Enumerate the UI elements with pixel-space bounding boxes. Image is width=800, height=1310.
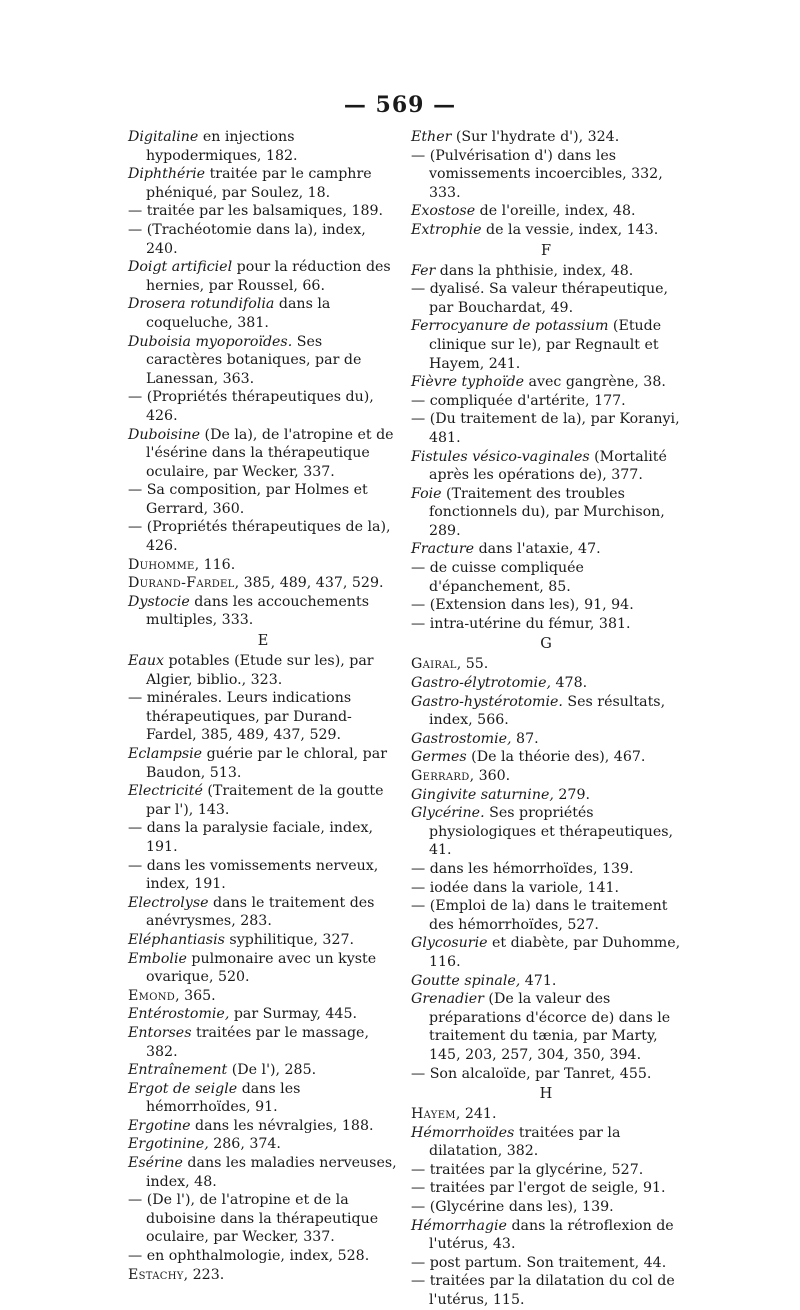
index-entry — [411, 934, 681, 971]
index-entry — [128, 481, 398, 518]
entry-text: dans la phthisie, index, 48. — [435, 262, 634, 279]
index-entry — [411, 262, 681, 281]
index-entry — [128, 1117, 398, 1136]
index-entry — [128, 518, 398, 555]
entry-text: dans l'ataxie, 47. — [474, 541, 601, 558]
entry-text: — (Pulvérisation d') dans les vomissements incoercibles, 332, 333. — [411, 147, 663, 201]
entry-term: Fièvre typhoïde — [411, 374, 524, 391]
index-entry — [128, 931, 398, 950]
entry-text: guérie par le chloral, par Baudon, 513. — [146, 746, 387, 781]
index-entry — [411, 202, 681, 221]
entry-term: Eaux — [128, 653, 164, 670]
index-entry — [411, 540, 681, 559]
entry-term: Entérostomie, — [128, 1006, 230, 1023]
entry-text: — de cuisse compliquée d'épanchement, 85. — [411, 560, 584, 595]
entry-text: — (Propriétés thérapeutiques du), 426. — [128, 389, 374, 424]
entry-term: Grenadier — [411, 991, 484, 1008]
index-entry — [411, 748, 681, 767]
entry-text: pour la réduction des hernies, par Roussel, 66. — [146, 259, 391, 294]
index-entry — [411, 1254, 681, 1273]
entry-text: dans le traitement des anévrysmes, 283. — [146, 894, 375, 930]
entry-term: Ergot de seigle — [128, 1080, 238, 1097]
entry-text: 279. — [553, 786, 590, 803]
entry-text: — (Extension dans les), 91, 94. — [411, 597, 634, 614]
entry-text: — dans les vomissements nerveux, index, 191. — [128, 857, 379, 893]
entry-text: — compliquée d'artérite, 177. — [411, 392, 626, 409]
entry-term: Gairal — [411, 656, 457, 673]
entry-term: Eléphantiasis — [128, 931, 225, 948]
section-letter: F — [540, 242, 552, 259]
entry-text: syphilitique, 327. — [224, 931, 355, 948]
entry-term: Gastro-hystérotomie. — [411, 693, 563, 710]
entry-text: potables (Etude sur les), par Algier, biblio., 323. — [146, 653, 374, 688]
entry-text: — en ophthalmologie, index, 528. — [128, 1248, 370, 1265]
index-entry — [128, 819, 398, 856]
entry-term: Ergotinine, — [128, 1136, 209, 1153]
entry-term: Eclampsie — [128, 746, 203, 762]
index-entry — [128, 652, 398, 689]
entry-text: dans les hémorrhoïdes, 91. — [146, 1080, 301, 1116]
index-entry — [128, 221, 398, 258]
entry-term: Glycosurie — [411, 935, 488, 952]
entry-term: Durand-Fardel — [128, 575, 235, 592]
index-entry — [128, 202, 398, 221]
entry-term: Duboisia myoporoïdes. — [128, 333, 293, 350]
entry-text: 87. — [511, 730, 539, 747]
index-entry — [128, 333, 398, 389]
entry-term: Fer — [411, 262, 436, 279]
entry-text: (Mortalité après les opérations de), 377. — [429, 448, 667, 484]
entry-term: Germes — [411, 749, 467, 766]
entry-term: Exostose — [411, 203, 476, 220]
entry-term: Ether — [411, 129, 452, 145]
entry-text: dans les névralgies, 188. — [190, 1117, 374, 1134]
section-letter: G — [540, 636, 552, 653]
entry-text: (Etude clinique sur le), par Regnault et Hayem, 241. — [429, 318, 662, 372]
entry-text: (Traitement de la goutte par l'), 143. — [146, 783, 384, 818]
index-entry — [411, 221, 681, 240]
index-entry — [128, 782, 398, 819]
entry-term: Gingivite saturnine, — [411, 786, 554, 803]
index-entry — [411, 410, 681, 447]
entry-term: Electrolyse — [128, 894, 209, 911]
entry-term: Duhomme — [128, 556, 195, 573]
entry-text: traitées par le massage, 382. — [146, 1024, 369, 1060]
index-entry — [411, 990, 681, 1064]
entry-text: — traitée par les balsamiques, 189. — [128, 203, 384, 220]
entry-text: — dans les hémorrhoïdes, 139. — [411, 860, 634, 877]
index-entry — [128, 556, 398, 575]
index-entry — [411, 767, 681, 786]
entry-text: avec gangrène, 38. — [523, 374, 666, 391]
entry-term: Hémorrhoïdes — [411, 1124, 515, 1141]
index-entry — [128, 950, 398, 987]
entry-term: Gastrostomie, — [411, 730, 512, 747]
entry-term: Gerrard — [411, 768, 470, 784]
entry-text: en injections hypodermiques, 182. — [146, 129, 298, 164]
index-entry — [411, 596, 681, 615]
entry-text: — dyalisé. Sa valeur thérapeutique, par Bouchardat, 49. — [411, 281, 669, 316]
entry-text: dans la coqueluche, 381. — [146, 296, 331, 331]
entry-text: traitée par le camphre phéniqué, par Soulez, 18. — [146, 166, 372, 201]
entry-term: Extrophie — [411, 221, 482, 238]
index-entry — [128, 574, 398, 593]
index-entry — [411, 1065, 681, 1084]
entry-text: (De la théorie des), 467. — [466, 749, 646, 766]
entry-text: de l'oreille, index, 48. — [475, 203, 636, 220]
entry-text: par Surmay, 445. — [229, 1006, 357, 1023]
index-entry — [128, 689, 398, 745]
entry-term: Electricité — [128, 783, 203, 800]
entry-term: Diphthérie — [128, 166, 206, 183]
index-entry — [128, 857, 398, 894]
entry-text: — (Propriétés thérapeutiques de la), 426. — [128, 519, 391, 555]
index-entry — [128, 1135, 398, 1154]
entry-term: Digitaline — [128, 129, 199, 145]
entry-text: 286, 374. — [208, 1136, 281, 1153]
index-entry — [411, 1161, 681, 1180]
index-entry — [411, 693, 681, 730]
entry-text: pulmonaire avec un kyste ovarique, 520. — [146, 950, 377, 986]
left-column — [128, 128, 398, 1284]
entry-term: Esérine — [128, 1155, 183, 1172]
entry-text: — post partum. Son traitement, 44. — [411, 1254, 667, 1271]
entry-text: (De la), de l'atropine et de l'ésérine dans la thérapeutique oculaire, par Wecker, 337. — [146, 426, 394, 480]
entry-text: , 360. — [469, 768, 511, 784]
entry-term: Fistules vésico-vaginales — [411, 448, 590, 465]
entry-term: Goutte spinale, — [411, 972, 521, 989]
index-entry — [411, 1105, 681, 1124]
index-entry — [411, 972, 681, 991]
entry-text: — Sa composition, par Holmes et Gerrard, 360. — [128, 482, 368, 517]
entry-text: Ses caractères botaniques, par de Lanessan, 363. — [146, 333, 362, 387]
entry-text: 478. — [551, 675, 588, 692]
entry-text: — iodée dans la variole, 141. — [411, 879, 620, 896]
entry-text: (De l'), 285. — [227, 1062, 317, 1079]
entry-term: Estachy — [128, 1266, 184, 1283]
index-entry — [128, 295, 398, 332]
entry-text: (De la valeur des préparations d'écorce de) dans le traitement du tænia, par Marty, 145, 203, 257, 304, 350, 394. — [429, 991, 671, 1063]
entry-term: Embolie — [128, 950, 187, 967]
index-entry — [411, 730, 681, 749]
index-entry — [411, 860, 681, 879]
index-entry — [411, 317, 681, 373]
entry-term: Emond — [128, 987, 176, 1004]
index-entry — [411, 448, 681, 485]
entry-text: — traitées par la dilatation du col de l'utérus, 115. — [411, 1273, 675, 1309]
entry-term: Glycérine. — [411, 805, 485, 822]
entry-term: Foie — [411, 485, 442, 502]
entry-term: Duboisine — [128, 426, 201, 443]
entry-text: — (Emploi de la) dans le traitement des hémorrhoïdes, 527. — [411, 898, 668, 933]
index-entry — [128, 1154, 398, 1191]
index-entry — [128, 1080, 398, 1117]
entry-text: 471. — [520, 972, 557, 989]
entry-text: — (De l'), de l'atropine et de la duboisine dans la thérapeutique oculaire, par Wecker, 337. — [128, 1192, 379, 1246]
index-entry — [411, 1198, 681, 1217]
entry-term: Dystocie — [128, 593, 190, 610]
index-entry — [411, 559, 681, 596]
index-entry — [128, 258, 398, 295]
section-letter: H — [539, 1086, 553, 1103]
entry-text: — traitées par l'ergot de seigle, 91. — [411, 1180, 666, 1197]
index-entry — [411, 786, 681, 805]
right-column — [411, 128, 681, 1310]
entry-text: dans la rétroflexion de l'utérus, 43. — [429, 1217, 674, 1253]
entry-text: — minérales. Leurs indications thérapeutiques, par Durand-Fardel, 385, 489, 437, 529. — [128, 690, 352, 744]
entry-term: Drosera rotundifolia — [128, 296, 275, 313]
index-entry — [411, 655, 681, 674]
index-entry — [128, 894, 398, 931]
entry-text: dans les accouchements multiples, 333. — [146, 593, 369, 629]
entry-text: traitées par la dilatation, 382. — [429, 1124, 621, 1160]
index-entry — [411, 1272, 681, 1309]
entry-term: Ergotine — [128, 1117, 191, 1134]
entry-text: , 241. — [455, 1106, 497, 1123]
index-entry — [411, 392, 681, 411]
entry-text: , 385, 489, 437, 529. — [234, 575, 384, 592]
index-entry — [128, 1266, 398, 1285]
entry-term: Hayem — [411, 1106, 456, 1123]
entry-text: — intra-utérine du fémur, 381. — [411, 615, 631, 632]
entry-text: — (Glycérine dans les), 139. — [411, 1199, 614, 1216]
index-entry — [128, 1005, 398, 1024]
entry-text: , 116. — [194, 556, 236, 573]
index-entry — [411, 373, 681, 392]
entry-text: — traitées par la glycérine, 527. — [411, 1161, 644, 1178]
entry-text: , 223. — [183, 1266, 225, 1283]
index-entry — [411, 147, 681, 203]
index-entry — [411, 1179, 681, 1198]
index-entry — [128, 1024, 398, 1061]
entry-term: Doigt artificiel — [128, 259, 233, 276]
entry-text: Ses résultats, index, 566. — [429, 693, 666, 729]
entry-text: , 55. — [456, 656, 489, 673]
entry-text: — (Trachéotomie dans la), index, 240. — [128, 221, 366, 257]
entry-term: Entraînement — [128, 1062, 228, 1079]
section-letter: E — [257, 633, 269, 650]
index-entry — [128, 128, 398, 165]
index-entry — [128, 426, 398, 482]
entry-term: Ferrocyanure de potassium — [411, 318, 609, 335]
entry-term: Gastro-élytrotomie, — [411, 675, 552, 692]
entry-text: dans les maladies nerveuses, index, 48. — [146, 1155, 397, 1190]
entry-text: — Son alcaloïde, par Tanret, 455. — [411, 1065, 652, 1082]
entry-text: Ses propriétés physiologiques et thérapeutiques, 41. — [429, 805, 674, 859]
page-number: — 569 — — [343, 92, 457, 118]
index-entry — [128, 388, 398, 425]
entry-text: et diabète, par Duhomme, 116. — [429, 935, 681, 970]
index-entry — [128, 745, 398, 782]
index-entry — [128, 1061, 398, 1080]
index-entry — [411, 280, 681, 317]
entry-text: (Sur l'hydrate d'), 324. — [451, 129, 620, 145]
index-entry — [128, 1191, 398, 1247]
index-entry — [411, 1217, 681, 1254]
index-entry — [411, 879, 681, 898]
index-entry — [411, 615, 681, 634]
index-entry — [411, 128, 681, 147]
entry-text: (Traitement des troubles fonctionnels du), par Murchison, 289. — [429, 485, 665, 539]
index-entry — [411, 804, 681, 860]
index-entry — [411, 485, 681, 541]
index-entry — [411, 897, 681, 934]
entry-text: de la vessie, index, 143. — [481, 221, 659, 238]
entry-term: Hémorrhagie — [411, 1217, 507, 1234]
entry-text: — dans la paralysie faciale, index, 191. — [128, 820, 373, 855]
entry-text: , 365. — [175, 987, 216, 1004]
entry-term: Entorses — [128, 1024, 192, 1041]
entry-term: Fracture — [411, 541, 475, 558]
entry-text: — (Du traitement de la), par Koranyi, 481. — [411, 411, 680, 446]
index-entry — [128, 165, 398, 202]
index-entry — [128, 1247, 398, 1266]
index-entry — [128, 593, 398, 630]
index-entry — [411, 674, 681, 693]
index-entry — [128, 987, 398, 1006]
index-entry — [411, 1124, 681, 1161]
